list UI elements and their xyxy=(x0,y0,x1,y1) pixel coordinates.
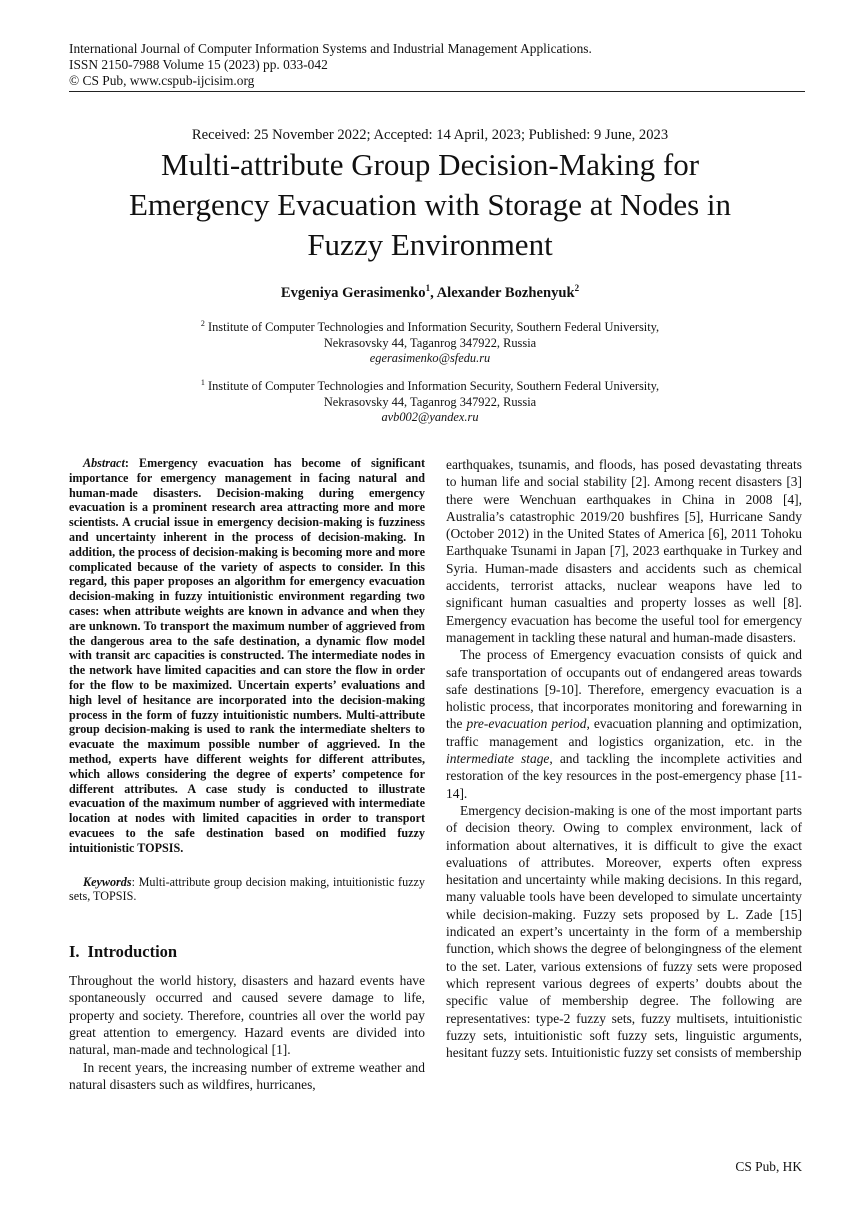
left-column xyxy=(69,456,425,1093)
paragraph: earthquakes, tsunamis, and floods, has posed devastating threats to human life and social stability [2]. Among recent disasters [3] there were Wenchuan earthquakes in China in 2008 [4], Australia’s catastrophic 2019/20 bushfires [5], Hurricane Sandy (October 2012) in the United States of America [6], 2011 Tohoku Earthquake Tsunami in Japan [7], 2023 earthquake in Turkey and Syria. Human-made disasters and accidents such as chemical accidents, terrorist attacks, nuclear weapons have led to significant human casualties and property losses as well [8]. Emergency evacuation has become the useful tool for emergency management in tackling these natural and human-made disasters. xyxy=(446,457,802,645)
abstract-label: Abstract xyxy=(83,456,125,470)
author-email[interactable]: avb002@yandex.ru xyxy=(381,410,479,425)
received-dates: Received: 25 November 2022; Accepted: 14 April, 2023; Published: 9 June, 2023 xyxy=(191,127,669,143)
affiliation xyxy=(0,316,860,367)
paragraph-text: , evacuation planning and optimization, traffic management and logistics organization, etc. in the xyxy=(446,716,802,749)
abstract-text: : Emergency evacuation has become of significant importance for emergency management in facing natural and human-made disasters. Decision-making during emergency evacuation is a prominent research area attracting more and more scientists. A crucial issue in emergency decision-making is fuzziness and uncertainty inherent in the process of decision-making. In addition, the process of decision-making is becoming more and more complicated because of the variety of aspects to consider. In this regard, this paper proposes an algorithm for emergency evacuation decision-making in fuzzy intuitionistic environment regarding two cases: when attribute weights are known in advance and when they are unknown. To transport the maximum number of aggrieved from the dangerous area to the safe destination, a dynamic flow model with transit arc capacities is constructed. The intermediate nodes in the network have limited capacities and can store the flow in order for the flow to be maximized. Uncertain experts’ evaluations and high level of hesitance are incorporated into the decision-making process in the form of fuzzy intuitionistic numbers. Multi-attribute group decision-making is used to rank the intermediate shelters to evacuate the maximum possible number of aggrieved. In the method, experts have different weights for different attributes, which allows considering the degree of experts’ competence for different attributes. A case study is conducted to illustrate evacuation of the maximum number of aggrieved with intermediate location at nodes with limited capacities in order to transport evacuees to the safe destination based on modified fuzzy intuitionistic TOPSIS. xyxy=(69,456,425,855)
affiliation-address: Nekrasovsky 44, Taganrog 347922, Russia xyxy=(323,394,537,409)
page-footer: CS Pub, HK xyxy=(735,1159,802,1174)
section-heading xyxy=(69,942,425,962)
journal-issn: ISSN 2150-7988 Volume 15 (2023) pp. 033-042 xyxy=(69,57,328,72)
paper-title-line: Emergency Evacuation with Storage at Nodes in xyxy=(128,187,732,222)
section-title: Introduction xyxy=(87,942,178,962)
author-name: Alexander Bozhenyuk xyxy=(436,284,575,301)
affiliation-institute: Institute of Computer Technologies and Information Security, Southern Federal University, xyxy=(204,320,660,335)
paragraph xyxy=(446,646,802,802)
right-column xyxy=(446,456,802,1061)
paragraph: Emergency decision-making is one of the most important parts of decision theory. Owing to complex environment, lack of information about alternatives, it is difficult to give the exact evaluations of attributes. Moreover, experts often express hesitation and uncertainty while making decisions. In this regard, many valuable tools have been developed to simulate uncertainty while decision-making. Fuzzy sets proposed by L. Zade [15] indicated an expert’s uncertainty in the form of a membership function, which shows the degree of belongingness of the element to the set. Later, various extensions of fuzzy sets were proposed which represent various degrees of experts’ doubts about the specific value of membership degree. The following are representatives: type-2 fuzzy sets, fuzzy multisets, intuitionistic fuzzy sets, intuitionistic soft fuzzy sets, linguistic arguments, hesitant fuzzy sets. Intuitionistic fuzzy set consists of membership xyxy=(446,802,802,1061)
journal-header xyxy=(69,41,805,89)
paragraph-text: , and tackling the incomplete activities and restoration of the key resources in the post-emergency phase [11-14]. xyxy=(446,751,802,801)
paper-title-line: Fuzzy Environment xyxy=(307,227,553,262)
author-affiliation-mark: 1 xyxy=(425,283,431,293)
affiliation-mark: 2 xyxy=(200,319,205,328)
emphasis-text: intermediate stage xyxy=(446,751,550,767)
journal-name: International Journal of Computer Information Systems and Industrial Management Applications. xyxy=(69,41,592,56)
affiliation-mark: 1 xyxy=(200,378,205,387)
journal-copyright: © CS Pub, www.cspub-ijcisim.org xyxy=(69,73,255,88)
header-divider xyxy=(69,91,805,92)
author-name: Evgeniya Gerasimenko xyxy=(280,284,426,301)
abstract xyxy=(69,456,425,856)
paper-title-line: Multi-attribute Group Decision-Making for xyxy=(160,147,700,182)
affiliation-institute: Institute of Computer Technologies and Information Security, Southern Federal University, xyxy=(204,379,660,394)
keywords xyxy=(69,875,425,905)
paragraph-text: The process of Emergency evacuation consists of quick and safe transportation of occupants out of endangered areas towards safe destinations [9-10]. Therefore, emergency evacuation is a holistic process, that incorporates monitoring and forewarning in the xyxy=(446,647,802,732)
author-email[interactable]: egerasimenko@sfedu.ru xyxy=(369,351,491,366)
affiliation-address: Nekrasovsky 44, Taganrog 347922, Russia xyxy=(323,335,537,350)
keywords-label: Keywords xyxy=(83,874,132,889)
paper-title xyxy=(60,145,800,265)
keywords-text: : Multi-attribute group decision making, intuitionistic fuzzy sets, TOPSIS. xyxy=(69,874,425,904)
emphasis-text: pre-evacuation period xyxy=(466,716,587,732)
authors xyxy=(0,283,860,302)
section-number: I. xyxy=(69,942,80,962)
paragraph: In recent years, the increasing number of extreme weather and natural disasters such as wildfires, hurricanes, xyxy=(69,1059,425,1092)
paragraph: Throughout the world history, disasters and hazard events have spontaneously occurred and caused severe damage to life, property and society. Therefore, countries all over the world pay great attention to emergency. Hazard events are divided into natural, man-made and technological [1]. xyxy=(69,973,425,1058)
affiliation xyxy=(0,375,860,426)
author-affiliation-mark: 2 xyxy=(574,283,580,293)
author-separator: , xyxy=(430,284,437,301)
